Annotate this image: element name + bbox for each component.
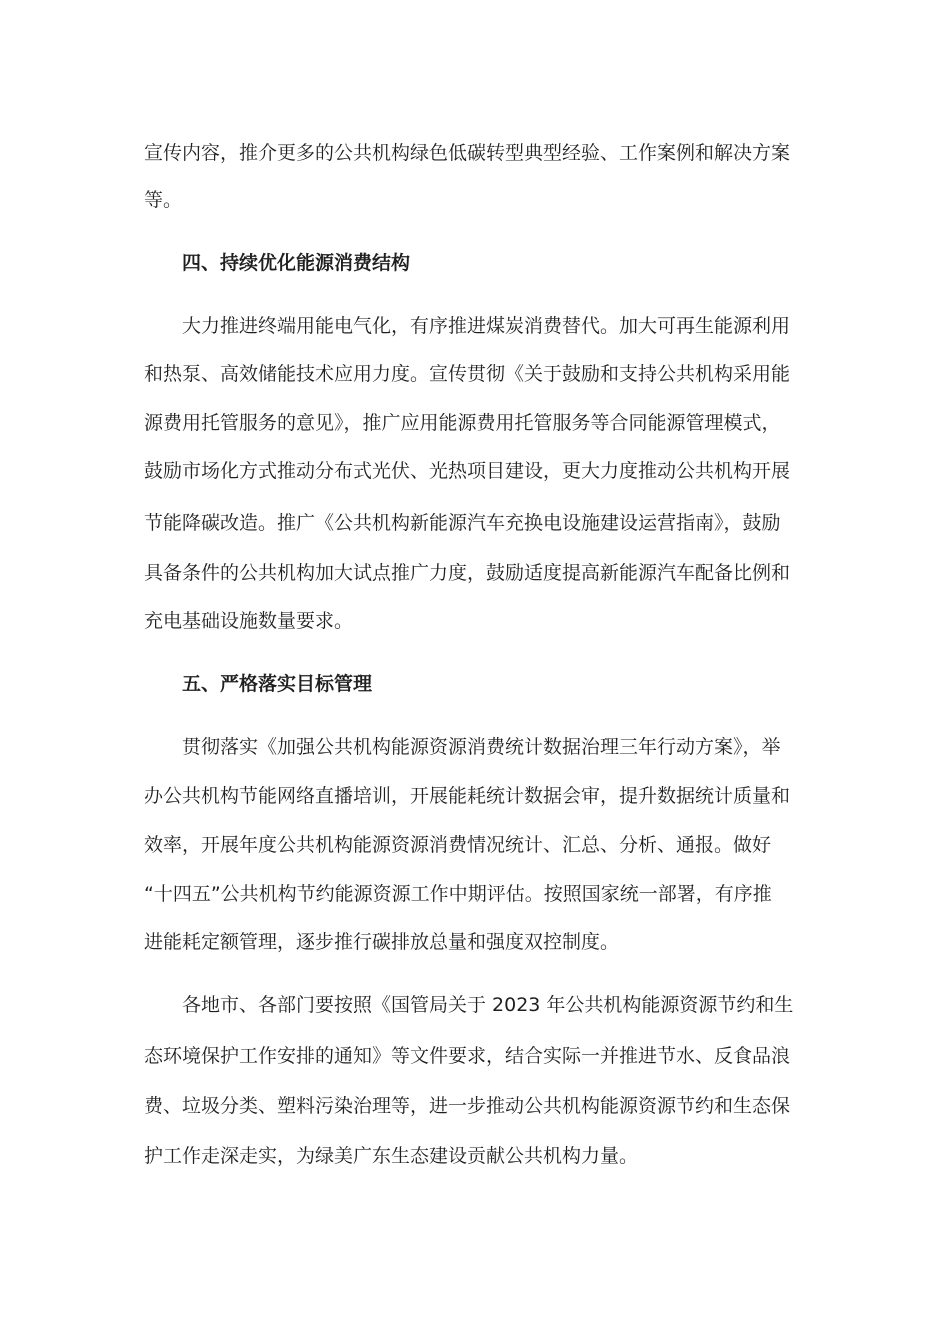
section-heading: 五、严格落实目标管理 xyxy=(182,673,373,695)
paragraph-line: 效率，开展年度公共机构能源资源消费情况统计、汇总、分析、通报。做好 xyxy=(144,834,772,856)
paragraph-line: 各地市、各部门要按照《国管局关于 2023 年公共机构能源资源节约和生 xyxy=(182,994,794,1016)
paragraph-line: 宣传内容，推介更多的公共机构绿色低碳转型典型经验、工作案例和解决方案 xyxy=(144,142,791,164)
paragraph-line: 大力推进终端用能电气化，有序推进煤炭消费替代。加大可再生能源利用 xyxy=(182,315,791,337)
paragraph-line: 进能耗定额管理，逐步推行碳排放总量和强度双控制度。 xyxy=(144,931,620,953)
section-heading: 四、持续优化能源消费结构 xyxy=(182,252,411,274)
paragraph-line: 鼓励市场化方式推动分布式光伏、光热项目建设，更大力度推动公共机构开展 xyxy=(144,460,791,482)
paragraph-line: 态环境保护工作安排的通知》等文件要求，结合实际一并推进节水、反食品浪 xyxy=(144,1045,791,1067)
paragraph-line: 具备条件的公共机构加大试点推广力度，鼓励适度提高新能源汽车配备比例和 xyxy=(144,562,791,584)
paragraph-line: 等。 xyxy=(144,189,183,211)
paragraph-line: 充电基础设施数量要求。 xyxy=(144,610,354,632)
paragraph-line: “十四五”公共机构节约能源资源工作中期评估。按照国家统一部署，有序推 xyxy=(144,883,772,905)
paragraph-line: 贯彻落实《加强公共机构能源资源消费统计数据治理三年行动方案》，举 xyxy=(182,736,781,758)
paragraph-line: 和热泵、高效储能技术应用力度。宣传贯彻《关于鼓励和支持公共机构采用能 xyxy=(144,363,791,385)
paragraph-line: 办公共机构节能网络直播培训，开展能耗统计数据会审，提升数据统计质量和 xyxy=(144,785,791,807)
paragraph-line: 护工作走深走实，为绿美广东生态建设贡献公共机构力量。 xyxy=(144,1145,639,1167)
paragraph-line: 源费用托管服务的意见》，推广应用能源费用托管服务等合同能源管理模式， xyxy=(144,412,781,434)
paragraph-line: 费、垃圾分类、塑料污染治理等，进一步推动公共机构能源资源节约和生态保 xyxy=(144,1095,791,1117)
paragraph-line: 节能降碳改造。推广《公共机构新能源汽车充换电设施建设运营指南》，鼓励 xyxy=(144,512,781,534)
